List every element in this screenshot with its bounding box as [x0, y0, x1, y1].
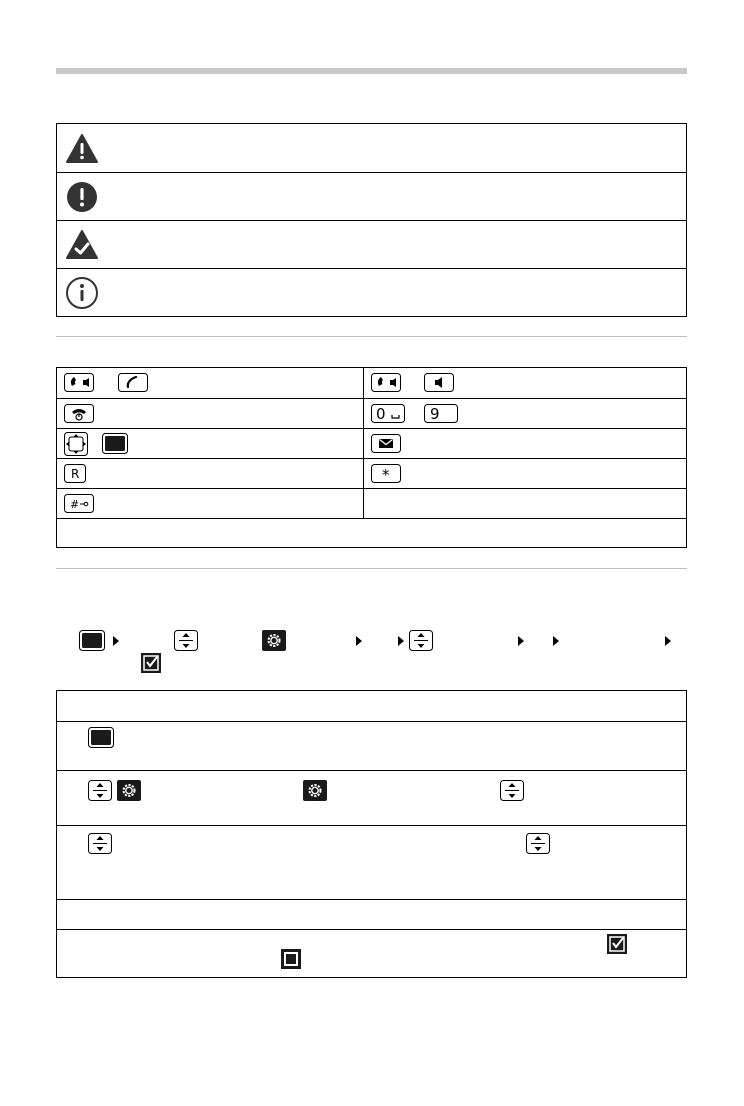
path-arrow-icon — [665, 636, 671, 646]
section-divider-2 — [56, 568, 687, 569]
handset-key-icon — [118, 373, 148, 392]
keys-row-5 — [57, 488, 686, 519]
path-arrow-icon — [398, 636, 404, 646]
menu-path — [56, 625, 687, 675]
up-down-key-icon — [174, 630, 198, 651]
exclamation-circle-icon — [66, 181, 98, 213]
warning-triangle-icon — [65, 133, 99, 164]
notice-row-important — [57, 172, 686, 221]
speaker-key-icon — [424, 373, 454, 392]
procedure-table — [56, 690, 687, 978]
keys-row-3-right — [364, 428, 686, 459]
header-rule — [56, 68, 687, 74]
notice-row-warning — [57, 124, 686, 172]
star-key-label: * — [382, 466, 390, 484]
path-arrow-icon — [113, 636, 119, 646]
star-key-icon — [371, 464, 401, 483]
up-down-key-icon — [409, 630, 433, 651]
up-down-key-icon — [88, 833, 112, 854]
up-down-key-icon — [526, 833, 550, 854]
nine-key-label: 9 — [430, 405, 440, 423]
settings-gear-icon — [262, 630, 286, 651]
checkbox-checked-icon — [141, 653, 161, 673]
zero-key-icon — [371, 404, 405, 423]
path-arrow-icon — [356, 636, 362, 646]
hash-key-icon — [64, 494, 94, 513]
zero-key-label: 0 — [376, 405, 386, 423]
procedure-step-1 — [57, 721, 686, 771]
procedure-step-3 — [57, 825, 686, 900]
keys-row-4-right — [364, 458, 686, 489]
display-key-icon — [102, 433, 128, 454]
keys-row-1-right — [364, 368, 686, 398]
r-key-label: R — [71, 467, 80, 481]
path-arrow-icon — [518, 636, 524, 646]
display-key-icon — [79, 630, 105, 651]
procedure-header-row — [57, 691, 686, 721]
checkbox-unchecked-icon — [281, 949, 301, 969]
display-key-icon — [88, 727, 114, 748]
settings-gear-icon — [303, 780, 327, 801]
end-key-icon — [64, 404, 94, 423]
notice-row-success — [57, 220, 686, 269]
procedure-step-5 — [57, 929, 686, 979]
keys-row-2-right — [364, 398, 686, 429]
talk-key-icon — [371, 373, 401, 392]
procedure-step-2 — [57, 770, 686, 826]
talk-key-icon — [64, 373, 94, 392]
nine-key-icon — [424, 404, 458, 423]
section-divider-1 — [56, 336, 687, 337]
notice-row-info — [57, 268, 686, 318]
r-key-icon — [64, 464, 86, 483]
up-down-key-icon — [500, 780, 524, 801]
checkmark-triangle-icon — [65, 229, 99, 260]
control-key-icon — [64, 432, 88, 456]
checkbox-checked-icon — [607, 934, 627, 954]
settings-gear-icon — [117, 780, 141, 801]
info-circle-icon — [66, 277, 98, 309]
up-down-key-icon — [88, 780, 112, 801]
keys-row-6 — [57, 518, 686, 549]
path-arrow-icon — [553, 636, 559, 646]
hash-key-label: # — [70, 498, 80, 511]
message-key-icon — [371, 434, 401, 453]
keys-table — [56, 367, 687, 548]
procedure-step-4 — [57, 899, 686, 930]
notice-icons-table — [56, 123, 687, 317]
